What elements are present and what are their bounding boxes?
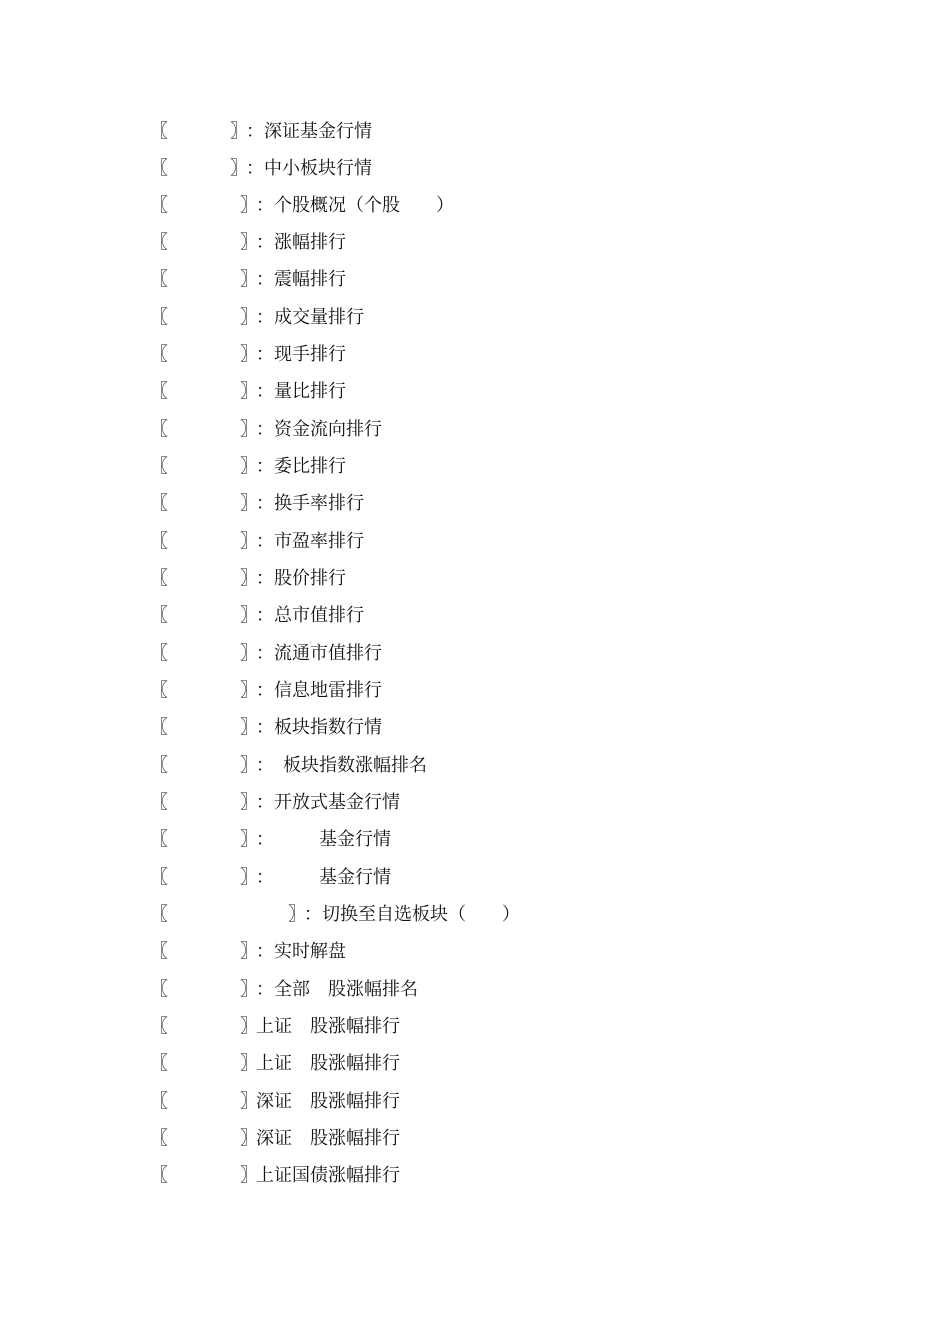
shortcut-row [0, 754, 427, 778]
shortcut-description: ：开放式基金行情 [256, 792, 400, 813]
left-bracket: 〖 [150, 1165, 168, 1186]
shortcut-row [0, 642, 382, 666]
left-bracket: 〖 [150, 755, 168, 776]
left-bracket: 〖 [150, 1091, 168, 1112]
shortcut-row [0, 1090, 400, 1114]
shortcut-row [0, 380, 346, 404]
shortcut-row [0, 343, 346, 367]
right-bracket: 〗 [240, 568, 258, 589]
shortcut-row [0, 492, 364, 516]
right-bracket: 〗 [240, 307, 258, 328]
right-bracket: 〗 [240, 1091, 258, 1112]
shortcut-description: ：资金流向排行 [256, 419, 382, 440]
shortcut-description: ：成交量排行 [256, 307, 364, 328]
shortcut-row [0, 306, 364, 330]
left-bracket: 〖 [150, 195, 168, 216]
left-bracket: 〖 [150, 1016, 168, 1037]
right-bracket: 〗 [240, 979, 258, 1000]
right-bracket: 〗 [240, 717, 258, 738]
right-bracket: 〗 [240, 829, 258, 850]
shortcut-row [0, 716, 382, 740]
shortcut-description: ：量比排行 [256, 381, 346, 402]
shortcut-row [0, 268, 346, 292]
shortcut-row [0, 1127, 400, 1151]
right-bracket: 〗 [240, 269, 258, 290]
right-bracket: 〗 [240, 941, 258, 962]
shortcut-row [0, 978, 418, 1002]
shortcut-row [0, 120, 372, 144]
shortcut-description: 上证 股涨幅排行 [256, 1016, 400, 1037]
left-bracket: 〖 [150, 979, 168, 1000]
shortcut-description: ：全部 股涨幅排名 [256, 979, 418, 1000]
left-bracket: 〖 [150, 904, 168, 925]
shortcut-description: ： 基金行情 [256, 829, 391, 850]
right-bracket: 〗 [240, 195, 258, 216]
shortcut-row [0, 866, 391, 890]
shortcut-description: ：切换至自选板块（ ） [304, 904, 520, 925]
shortcut-description: ：委比排行 [256, 456, 346, 477]
shortcut-row [0, 231, 346, 255]
left-bracket: 〖 [150, 121, 168, 142]
right-bracket: 〗 [240, 419, 258, 440]
left-bracket: 〖 [150, 269, 168, 290]
right-bracket: 〗 [240, 680, 258, 701]
shortcut-description: 上证 股涨幅排行 [256, 1053, 400, 1074]
shortcut-description: ：股价排行 [256, 568, 346, 589]
left-bracket: 〖 [150, 1128, 168, 1149]
shortcut-description: ：个股概况（个股 ） [256, 195, 454, 216]
shortcut-description: ：信息地雷排行 [256, 680, 382, 701]
right-bracket: 〗 [240, 755, 258, 776]
right-bracket: 〗 [288, 904, 306, 925]
shortcut-description: ： 板块指数涨幅排名 [256, 755, 427, 776]
right-bracket: 〗 [240, 643, 258, 664]
shortcut-row [0, 194, 454, 218]
shortcut-description: ：市盈率排行 [256, 531, 364, 552]
right-bracket: 〗 [240, 1165, 258, 1186]
right-bracket: 〗 [230, 158, 248, 179]
shortcut-description: ：板块指数行情 [256, 717, 382, 738]
left-bracket: 〖 [150, 717, 168, 738]
left-bracket: 〖 [150, 867, 168, 888]
shortcut-row [0, 903, 520, 927]
shortcut-description: 上证国债涨幅排行 [256, 1165, 400, 1186]
shortcut-description: ：总市值排行 [256, 605, 364, 626]
right-bracket: 〗 [230, 121, 248, 142]
shortcut-description: ：实时解盘 [256, 941, 346, 962]
shortcut-description: ：震幅排行 [256, 269, 346, 290]
left-bracket: 〖 [150, 381, 168, 402]
left-bracket: 〖 [150, 307, 168, 328]
left-bracket: 〖 [150, 568, 168, 589]
shortcut-description: ：换手率排行 [256, 493, 364, 514]
shortcut-row [0, 530, 364, 554]
left-bracket: 〖 [150, 344, 168, 365]
shortcut-row [0, 567, 346, 591]
shortcut-description: ： 基金行情 [256, 867, 391, 888]
right-bracket: 〗 [240, 1128, 258, 1149]
shortcut-row [0, 679, 382, 703]
left-bracket: 〖 [150, 1053, 168, 1074]
shortcut-description: ：涨幅排行 [256, 232, 346, 253]
left-bracket: 〖 [150, 941, 168, 962]
left-bracket: 〖 [150, 493, 168, 514]
shortcut-row [0, 418, 382, 442]
shortcut-description: ：现手排行 [256, 344, 346, 365]
left-bracket: 〖 [150, 643, 168, 664]
right-bracket: 〗 [240, 605, 258, 626]
shortcut-row [0, 940, 346, 964]
shortcut-row [0, 604, 364, 628]
shortcut-row [0, 828, 391, 852]
right-bracket: 〗 [240, 792, 258, 813]
left-bracket: 〖 [150, 605, 168, 626]
shortcut-description: ：深证基金行情 [246, 121, 372, 142]
right-bracket: 〗 [240, 1016, 258, 1037]
shortcut-row [0, 1164, 400, 1188]
right-bracket: 〗 [240, 531, 258, 552]
shortcut-description: 深证 股涨幅排行 [256, 1128, 400, 1149]
shortcut-row [0, 791, 400, 815]
right-bracket: 〗 [240, 232, 258, 253]
right-bracket: 〗 [240, 867, 258, 888]
left-bracket: 〖 [150, 680, 168, 701]
left-bracket: 〖 [150, 232, 168, 253]
shortcut-row [0, 455, 346, 479]
right-bracket: 〗 [240, 493, 258, 514]
shortcut-row [0, 1015, 400, 1039]
left-bracket: 〖 [150, 792, 168, 813]
right-bracket: 〗 [240, 381, 258, 402]
left-bracket: 〖 [150, 829, 168, 850]
shortcut-description: ：中小板块行情 [246, 158, 372, 179]
shortcut-row [0, 157, 372, 181]
right-bracket: 〗 [240, 344, 258, 365]
shortcut-description: ：流通市值排行 [256, 643, 382, 664]
left-bracket: 〖 [150, 158, 168, 179]
right-bracket: 〗 [240, 1053, 258, 1074]
left-bracket: 〖 [150, 419, 168, 440]
left-bracket: 〖 [150, 456, 168, 477]
shortcut-row [0, 1052, 400, 1076]
left-bracket: 〖 [150, 531, 168, 552]
shortcut-description: 深证 股涨幅排行 [256, 1091, 400, 1112]
right-bracket: 〗 [240, 456, 258, 477]
